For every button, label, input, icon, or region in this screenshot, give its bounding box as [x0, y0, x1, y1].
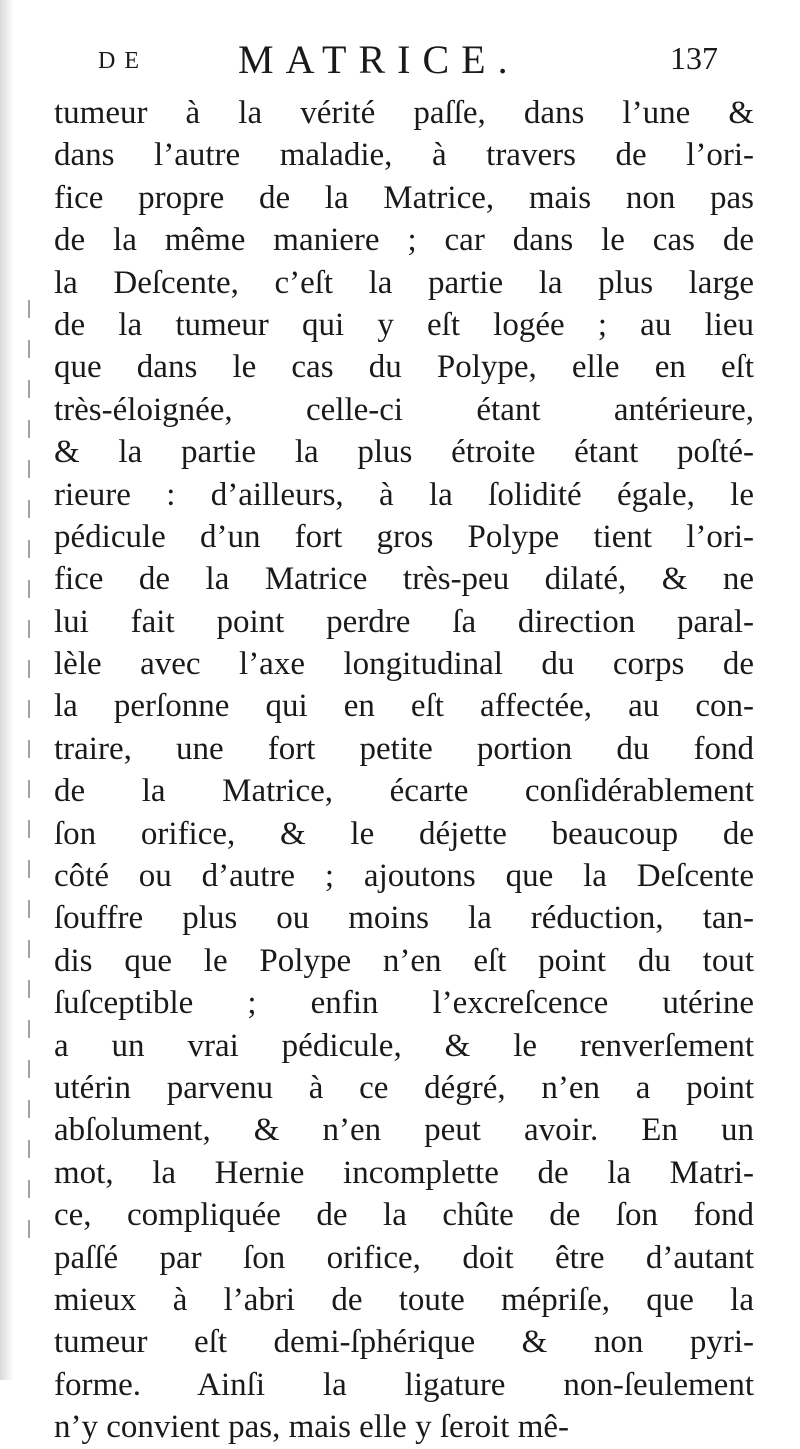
- text-line: dis que le Polype n’en eſt point du tout: [54, 942, 754, 979]
- text-line: la perſonne qui en eſt affectée, au con-: [54, 688, 754, 725]
- text-line: mieux à l’abri de toute mépriſe, que la: [54, 1281, 754, 1318]
- text-line: & la partie la plus étroite étant poſté-: [54, 434, 754, 471]
- text-line: ſuſceptible ; enfin l’excreſcence utérine: [54, 985, 754, 1022]
- text-line: ſouffre plus ou moins la réduction, tan-: [54, 900, 754, 937]
- gutter-edge-marks: [28, 300, 30, 1260]
- text-line: a un vrai pédicule, & le renverſement: [54, 1027, 754, 1064]
- text-line: tumeur à la vérité paſſe, dans l’une &: [54, 95, 754, 131]
- text-line: mot, la Hernie incomplette de la Matri-: [54, 1154, 754, 1191]
- page-number: 137: [670, 40, 718, 76]
- text-line: ſon orifice, & le déjette beaucoup de: [54, 815, 754, 852]
- text-line: traire, une fort petite portion du fond: [54, 730, 754, 767]
- header-lead: DE: [98, 48, 148, 74]
- text-line: de la Matrice, écarte conſidérablement: [54, 773, 754, 810]
- text-line: lui fait point perdre ſa direction paral-: [54, 603, 754, 640]
- text-line: la Deſcente, c’eſt la partie la plus large: [54, 264, 754, 301]
- text-line: abſolument, & n’en peut avoir. En un: [54, 1112, 754, 1149]
- text-line: de la tumeur qui y eſt logée ; au lieu: [54, 306, 754, 343]
- text-line: rieure : d’ailleurs, à la ſolidité égale, le: [54, 476, 754, 513]
- text-line: utérin parvenu à ce dégré, n’en a point: [54, 1069, 754, 1106]
- text-line: tumeur eſt demi-ſphérique & non pyri-: [54, 1324, 754, 1361]
- body-text: [54, 92, 754, 1449]
- page-gutter-shadow: [0, 0, 14, 1380]
- text-line: pédicule d’un fort gros Polype tient l’ori-: [54, 518, 754, 555]
- text-line: très-éloignée, celle-ci étant antérieure,: [54, 391, 754, 428]
- text-line: paſſé par ſon orifice, doit être d’autant: [54, 1239, 754, 1276]
- text-line: fice propre de la Matrice, mais non pas: [54, 179, 754, 216]
- header-title: MATRICE.: [238, 37, 520, 82]
- text-line: n’y convient pas, mais elle y ſeroit mê-: [54, 1409, 570, 1446]
- text-line: dans l’autre maladie, à travers de l’ori-: [54, 137, 754, 174]
- text-line: que dans le cas du Polype, elle en eſt: [54, 349, 754, 386]
- text-line: ce, compliquée de la chûte de ſon fond: [54, 1197, 754, 1234]
- text-line: côté ou d’autre ; ajoutons que la Deſcente: [54, 858, 754, 895]
- running-header: [98, 28, 718, 88]
- text-line: forme. Ainſi la ligature non-ſeulement: [54, 1366, 754, 1403]
- text-line: lèle avec l’axe longitudinal du corps de: [54, 646, 754, 683]
- text-line: de la même maniere ; car dans le cas de: [54, 222, 754, 259]
- text-line: fice de la Matrice très-peu dilaté, & ne: [54, 561, 754, 598]
